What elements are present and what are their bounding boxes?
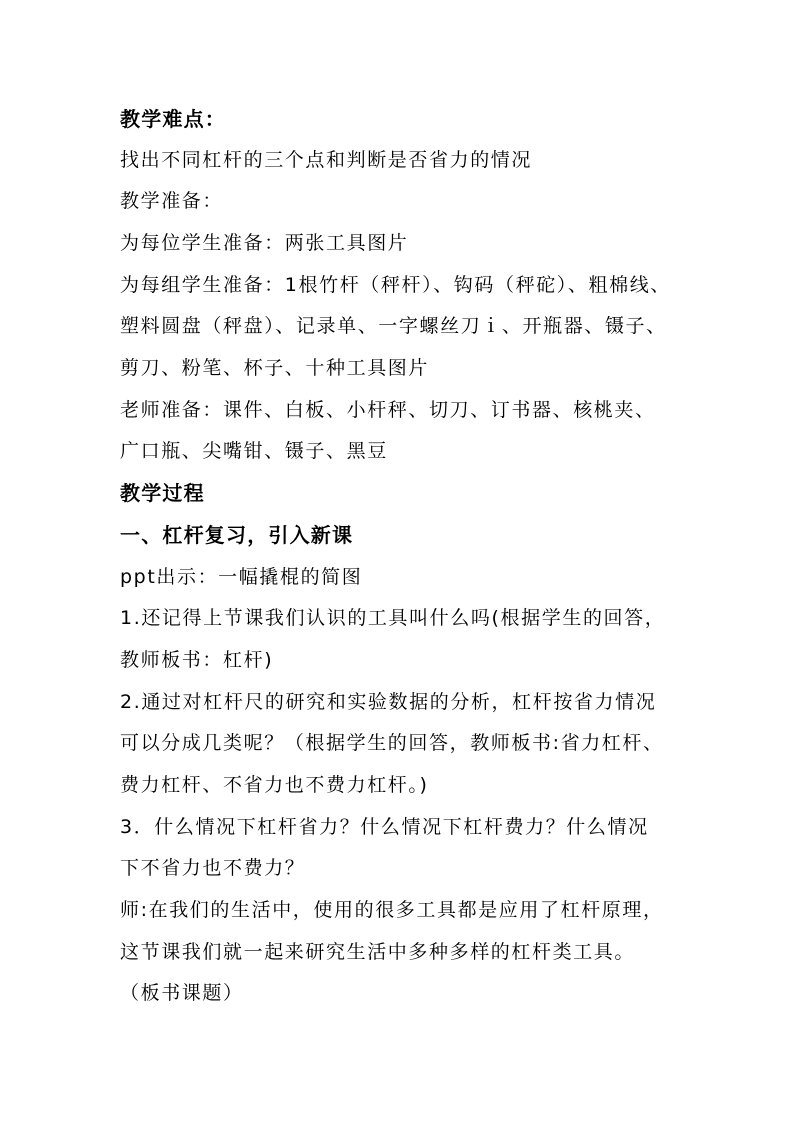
prep-group-line-1: 为每组学生准备：1根竹杆（秤杆）、钩码（秤砣）、粗棉线、 [120,274,671,296]
prep-teacher-line-2: 广口瓶、尖嘴钳、镊子、黑豆 [120,440,388,462]
heading-teaching-process: 教学过程 [120,481,205,505]
prep-teacher-line-1: 老师准备：课件、白板、小杆秤、切刀、订书器、核桃夹、 [120,399,656,421]
question-2-line-3: 费力杠杆、不省力也不费力杠杆。) [120,774,429,796]
prep-student: 为每位学生准备：两张工具图片 [120,232,409,254]
prep-group-line-3: 剪刀、粉笔、杯子、十种工具图片 [120,357,430,379]
prep-group-line-2: 塑料圆盘（秤盘）、记录单、一字螺丝刀ｉ、开瓶器、镊子、 [120,315,667,337]
ppt-show: ppt出示：一幅撬棍的简图 [120,566,363,588]
board-title-note: （板书课题） [120,982,244,1004]
heading-teaching-preparation: 教学准备： [120,190,224,212]
heading-teaching-difficulty: 教学难点： [120,107,226,131]
question-3-line-2: 下不省力也不费力？ [120,857,306,879]
teacher-intro-line-2: 这节课我们就一起来研究生活中多种多样的杠杆类工具。 [120,941,636,963]
teacher-intro-line-1: 师:在我们的生活中，使用的很多工具都是应用了杠杆原理， [120,899,664,921]
question-1-line-1: 1.还记得上节课我们认识的工具叫什么吗(根据学生的回答， [120,607,666,629]
question-3-line-1: 3．什么情况下杠杆省力？什么情况下杠杆费力？什么情况 [120,816,649,838]
question-2-line-1: 2.通过对杠杆尺的研究和实验数据的分析，杠杆按省力情况 [120,691,657,713]
question-2-line-2: 可以分成几类呢？（根据学生的回答，教师板书:省力杠杆、 [120,732,664,754]
section-one-title: 一、杠杆复习，引入新课 [120,523,354,547]
question-1-line-2: 教师板书：杠杆) [120,649,274,671]
difficulty-text: 找出不同杠杆的三个点和判断是否省力的情况 [120,149,533,171]
